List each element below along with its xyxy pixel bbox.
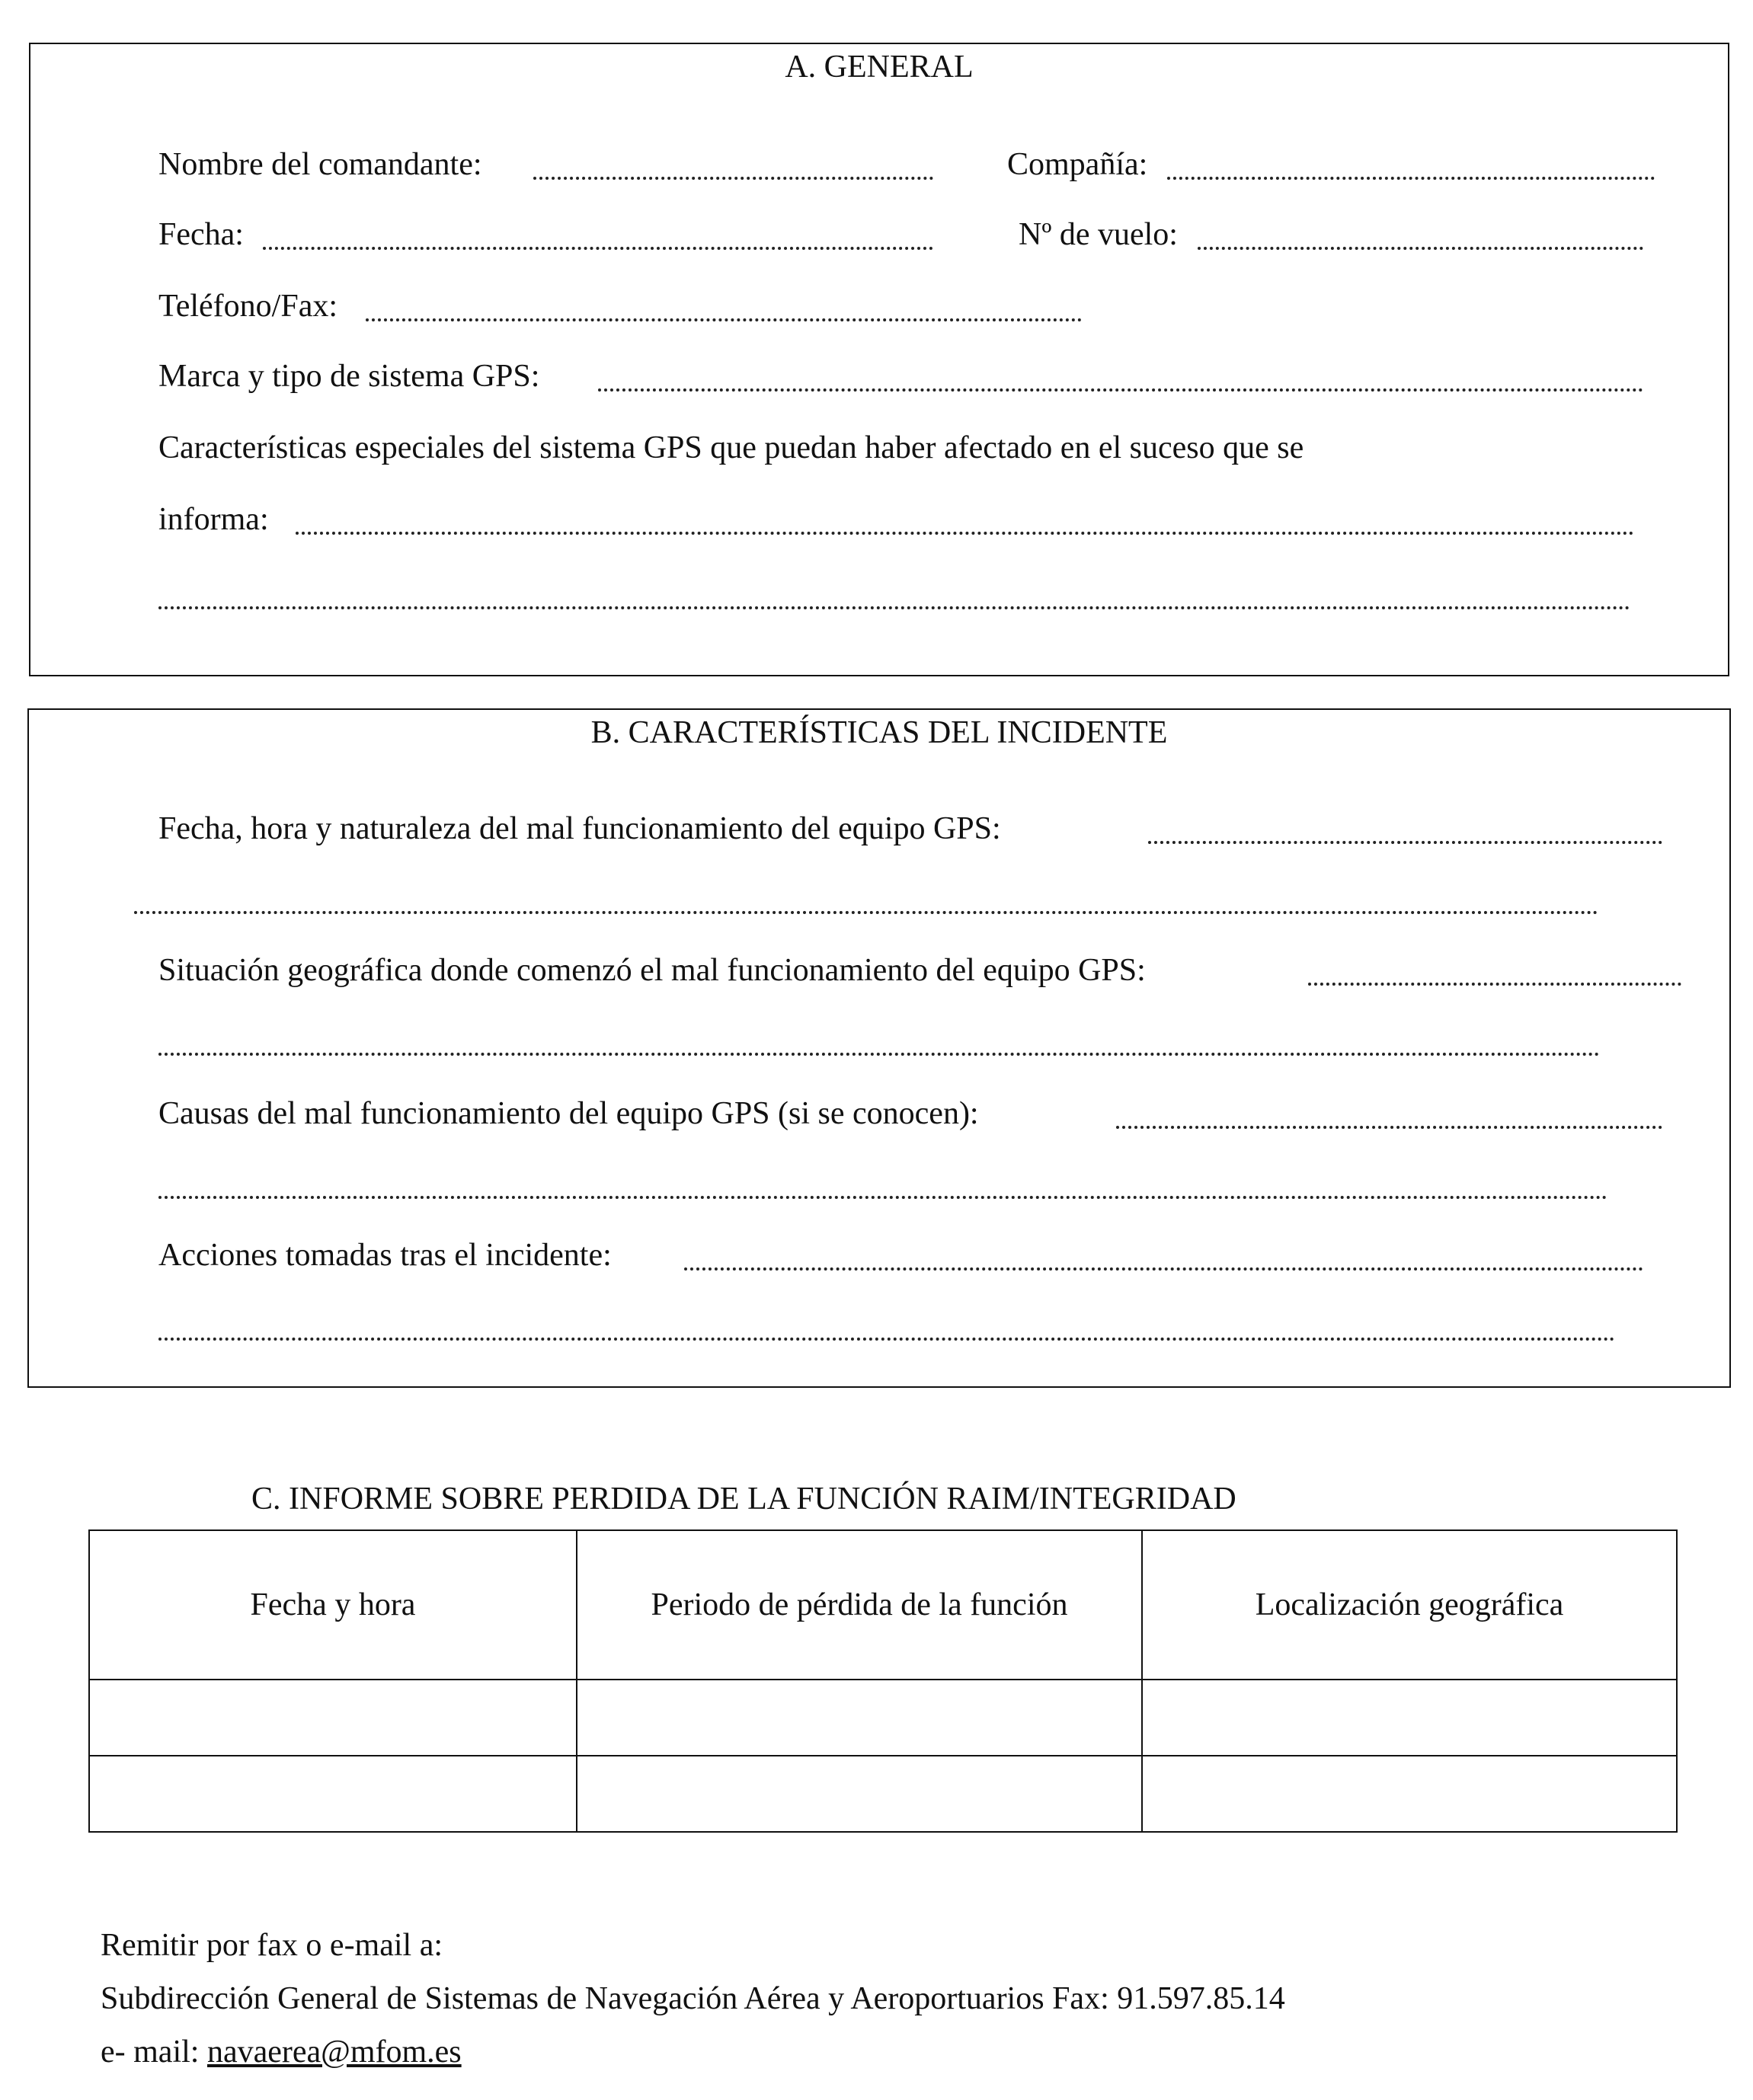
location-label: Situación geográfica donde comenzó el mal funcionamiento del equipo GPS: — [158, 953, 1146, 988]
malfunction-field[interactable] — [1148, 841, 1662, 844]
gps-system-field[interactable] — [598, 388, 1643, 392]
header-loss-period: Periodo de pérdida de la función — [577, 1530, 1142, 1680]
commander-field[interactable] — [533, 177, 933, 180]
causes-label: Causas del mal funcionamiento del equipo GPS (si se conocen): — [158, 1096, 979, 1131]
table-cell[interactable] — [1142, 1756, 1677, 1832]
actions-field-extra[interactable] — [158, 1338, 1615, 1341]
table-row — [89, 1756, 1677, 1832]
header-date-time: Fecha y hora — [89, 1530, 577, 1680]
footer-recipient: Subdirección General de Sistemas de Navegación Aérea y Aeroportuarios Fax: 91.597.85.14 — [101, 1981, 1285, 2016]
table-cell[interactable] — [577, 1756, 1142, 1832]
location-field-extra[interactable] — [158, 1053, 1600, 1056]
causes-field[interactable] — [1116, 1126, 1662, 1129]
table-row — [89, 1680, 1677, 1756]
footer-send-instructions: Remitir por fax o e-mail a: — [101, 1928, 443, 1963]
table-cell[interactable] — [1142, 1680, 1677, 1756]
section-b-title: B. CARACTERÍSTICAS DEL INCIDENTE — [590, 715, 1168, 750]
footer-email-line — [101, 2034, 462, 2070]
date-field[interactable] — [263, 247, 933, 250]
phone-fax-label: Teléfono/Fax: — [158, 289, 337, 324]
table-header-row — [89, 1530, 1677, 1680]
date-label: Fecha: — [158, 217, 244, 252]
actions-label: Acciones tomadas tras el incidente: — [158, 1238, 612, 1273]
header-geo-location: Localización geográfica — [1142, 1530, 1677, 1680]
table-cell[interactable] — [577, 1680, 1142, 1756]
section-a-title: A. GENERAL — [785, 50, 974, 85]
location-field[interactable] — [1308, 983, 1681, 986]
flight-number-field[interactable] — [1198, 247, 1643, 250]
table-cell[interactable] — [89, 1756, 577, 1832]
raim-loss-table — [88, 1529, 1678, 1833]
footer-email-link[interactable]: navaerea@mfom.es — [206, 2034, 462, 2070]
company-label: Compañía: — [1007, 147, 1148, 182]
section-c-title: C. INFORME SOBRE PERDIDA DE LA FUNCIÓN RAIM/INTEGRIDAD — [251, 1482, 1236, 1517]
special-features-label-cont: informa: — [158, 502, 269, 537]
company-field[interactable] — [1167, 177, 1655, 180]
special-features-label: Características especiales del sistema GPS que puedan haber afectado en el suceso que se — [158, 430, 1304, 465]
gps-system-label: Marca y tipo de sistema GPS: — [158, 359, 540, 394]
phone-fax-field[interactable] — [366, 318, 1082, 321]
table-cell[interactable] — [89, 1680, 577, 1756]
causes-field-extra[interactable] — [158, 1196, 1607, 1199]
special-features-field[interactable] — [296, 532, 1634, 535]
footer-email-label: e- mail: — [101, 2034, 207, 2070]
malfunction-field-extra[interactable] — [134, 911, 1598, 914]
malfunction-label: Fecha, hora y naturaleza del mal funcionamiento del equipo GPS: — [158, 811, 1001, 846]
special-features-field-extra[interactable] — [158, 606, 1630, 609]
flight-number-label: Nº de vuelo: — [1019, 217, 1178, 252]
commander-label: Nombre del comandante: — [158, 147, 482, 182]
actions-field[interactable] — [684, 1267, 1643, 1271]
